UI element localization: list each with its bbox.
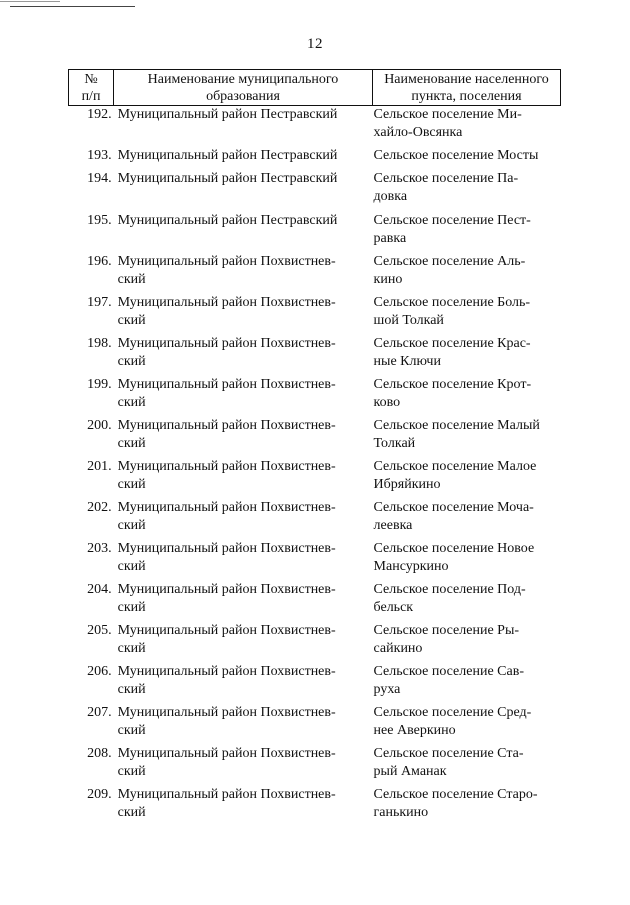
municipality-line: ский [117, 436, 146, 451]
table-header [68, 69, 561, 106]
settlement-line: Сельское поселение Ми- [373, 107, 522, 122]
municipality-cell [116, 147, 370, 165]
table-row [68, 581, 558, 617]
municipality-line: ский [117, 354, 146, 369]
municipality-line: ский [117, 395, 146, 410]
settlement-line: Сельское поселение Боль- [373, 295, 531, 310]
municipality-line: ский [117, 682, 146, 697]
municipality-line: Муниципальный район Похвистнев- [117, 295, 336, 310]
settlement-line: шой Толкай [373, 313, 444, 328]
row-number: 195. [87, 213, 112, 228]
header-line: пункта, поселения [411, 89, 522, 104]
municipality-cell [116, 170, 370, 206]
scan-edge-line [10, 6, 135, 7]
municipality-cell [116, 581, 370, 617]
municipality-line: ский [117, 600, 146, 615]
settlement-line: довка [373, 189, 408, 204]
municipality-cell [116, 745, 370, 781]
settlement-cell [370, 745, 558, 781]
municipality-line: Муниципальный район Похвистнев- [117, 787, 336, 802]
settlement-line: Сельское поселение Сав- [373, 664, 524, 679]
table-row [68, 170, 558, 206]
settlement-cell [370, 499, 558, 535]
header-line: Наименование муниципального [147, 72, 339, 87]
row-number: 209. [87, 787, 112, 802]
table-row [68, 663, 558, 699]
settlement-line: ганькино [373, 805, 429, 820]
municipality-cell [116, 294, 370, 330]
row-number: 198. [87, 336, 112, 351]
row-number: 200. [87, 418, 112, 433]
row-number: 201. [87, 459, 112, 474]
municipality-line: ский [117, 764, 146, 779]
municipality-cell [116, 253, 370, 289]
settlement-line: Сельское поселение Ста- [373, 746, 524, 761]
municipality-line: Муниципальный район Похвистнев- [117, 746, 336, 761]
municipality-line: ский [117, 477, 146, 492]
table-body [68, 106, 558, 827]
row-number: 194. [87, 171, 112, 186]
municipality-cell [116, 106, 370, 142]
header-line: Наименование населенного [384, 72, 549, 87]
settlement-line: Сельское поселение Моча- [373, 500, 534, 515]
municipality-line: ский [117, 723, 146, 738]
settlement-line: Сельское поселение Крот- [373, 377, 532, 392]
settlement-line: ные Ключи [373, 354, 441, 369]
table-row [68, 335, 558, 371]
row-number: 193. [87, 148, 112, 163]
municipality-cell [116, 622, 370, 658]
municipality-line: ский [117, 518, 146, 533]
header-line: п/п [81, 89, 101, 104]
settlement-line: Сельское поселение Ры- [373, 623, 520, 638]
table-row [68, 376, 558, 412]
municipality-cell [116, 704, 370, 740]
settlement-cell [370, 786, 558, 822]
settlement-cell [370, 335, 558, 371]
settlement-line: Сельское поселение Старо- [373, 787, 538, 802]
settlement-cell [370, 106, 558, 142]
settlement-line: Сельское поселение Пест- [373, 213, 531, 228]
settlement-line: Сельское поселение Сред- [373, 705, 532, 720]
municipality-line: Муниципальный район Похвистнев- [117, 459, 336, 474]
settlement-line: Сельское поселение Крас- [373, 336, 531, 351]
row-number: 199. [87, 377, 112, 392]
row-number: 208. [87, 746, 112, 761]
municipality-cell [116, 376, 370, 412]
municipality-line: Муниципальный район Пестравский [117, 213, 338, 228]
municipality-line: Муниципальный район Пестравский [117, 107, 338, 122]
municipality-line: ский [117, 641, 146, 656]
municipality-cell [116, 417, 370, 453]
municipality-cell [116, 540, 370, 576]
municipality-line: Муниципальный район Похвистнев- [117, 377, 336, 392]
municipality-line: Муниципальный район Похвистнев- [117, 500, 336, 515]
row-number: 203. [87, 541, 112, 556]
settlement-cell [370, 212, 558, 248]
row-number: 192. [87, 107, 112, 122]
table-row [68, 745, 558, 781]
page-number: 12 [307, 36, 323, 52]
municipality-line: ский [117, 559, 146, 574]
table-row [68, 499, 558, 535]
table-row [68, 458, 558, 494]
table-row [68, 622, 558, 658]
settlement-line: леевка [373, 518, 413, 533]
settlement-cell [370, 417, 558, 453]
settlement-line: Сельское поселение Аль- [373, 254, 526, 269]
settlement-cell [370, 376, 558, 412]
municipality-cell [116, 786, 370, 822]
settlement-line: сайкино [373, 641, 423, 656]
settlement-cell [370, 458, 558, 494]
settlement-cell [370, 253, 558, 289]
municipality-line: Муниципальный район Похвистнев- [117, 254, 336, 269]
settlement-line: Сельское поселение Новое [373, 541, 535, 556]
municipality-cell [116, 458, 370, 494]
row-number: 204. [87, 582, 112, 597]
table-row [68, 417, 558, 453]
settlement-line: Толкай [373, 436, 416, 451]
header-municipality-column [114, 70, 373, 106]
settlement-line: хайло-Овсянка [373, 125, 463, 140]
row-number: 206. [87, 664, 112, 679]
scan-edge-line [0, 1, 60, 2]
settlement-line: Сельское поселение Под- [373, 582, 526, 597]
settlement-line: Сельское поселение Малое [373, 459, 537, 474]
row-number: 207. [87, 705, 112, 720]
municipality-line: Муниципальный район Похвистнев- [117, 705, 336, 720]
settlement-line: бельск [373, 600, 414, 615]
municipality-line: Муниципальный район Похвистнев- [117, 664, 336, 679]
municipality-line: ский [117, 805, 146, 820]
settlement-line: нее Аверкино [373, 723, 456, 738]
settlement-line: кино [373, 272, 403, 287]
table-row [68, 294, 558, 330]
municipality-line: ский [117, 313, 146, 328]
row-number: 202. [87, 500, 112, 515]
municipality-line: Муниципальный район Похвистнев- [117, 541, 336, 556]
settlement-line: Сельское поселение Малый [373, 418, 540, 433]
municipality-line: Муниципальный район Похвистнев- [117, 336, 336, 351]
table-row [68, 147, 558, 165]
municipality-line: Муниципальный район Похвистнев- [117, 623, 336, 638]
settlement-cell [370, 581, 558, 617]
header-line: № [84, 72, 98, 87]
table-row [68, 786, 558, 822]
row-number: 205. [87, 623, 112, 638]
table-row [68, 540, 558, 576]
settlement-cell [370, 704, 558, 740]
settlement-line: ково [373, 395, 401, 410]
settlement-cell [370, 147, 558, 165]
table-row [68, 253, 558, 289]
table-row [68, 212, 558, 248]
header-settlement-column [373, 70, 561, 106]
municipality-cell [116, 499, 370, 535]
settlement-line: рый Аманак [373, 764, 447, 779]
settlement-cell [370, 622, 558, 658]
table-row [68, 106, 558, 142]
row-number: 196. [87, 254, 112, 269]
municipality-cell [116, 663, 370, 699]
municipality-line: ский [117, 272, 146, 287]
municipality-line: Муниципальный район Пестравский [117, 171, 338, 186]
settlement-cell [370, 294, 558, 330]
municipality-cell [116, 212, 370, 248]
row-number: 197. [87, 295, 112, 310]
municipality-cell [116, 335, 370, 371]
header-line: образования [206, 89, 280, 104]
settlement-line: руха [373, 682, 401, 697]
settlement-line: Сельское поселение Мосты [373, 148, 539, 163]
municipality-line: Муниципальный район Похвистнев- [117, 582, 336, 597]
settlement-cell [370, 170, 558, 206]
header-number-column [69, 70, 114, 106]
municipality-line: Муниципальный район Пестравский [117, 148, 338, 163]
settlement-line: равка [373, 231, 407, 246]
settlement-line: Мансуркино [373, 559, 449, 574]
settlement-line: Ибряйкино [373, 477, 441, 492]
table-row [68, 704, 558, 740]
settlement-cell [370, 540, 558, 576]
municipality-line: Муниципальный район Похвистнев- [117, 418, 336, 433]
settlement-cell [370, 663, 558, 699]
settlement-line: Сельское поселение Па- [373, 171, 519, 186]
